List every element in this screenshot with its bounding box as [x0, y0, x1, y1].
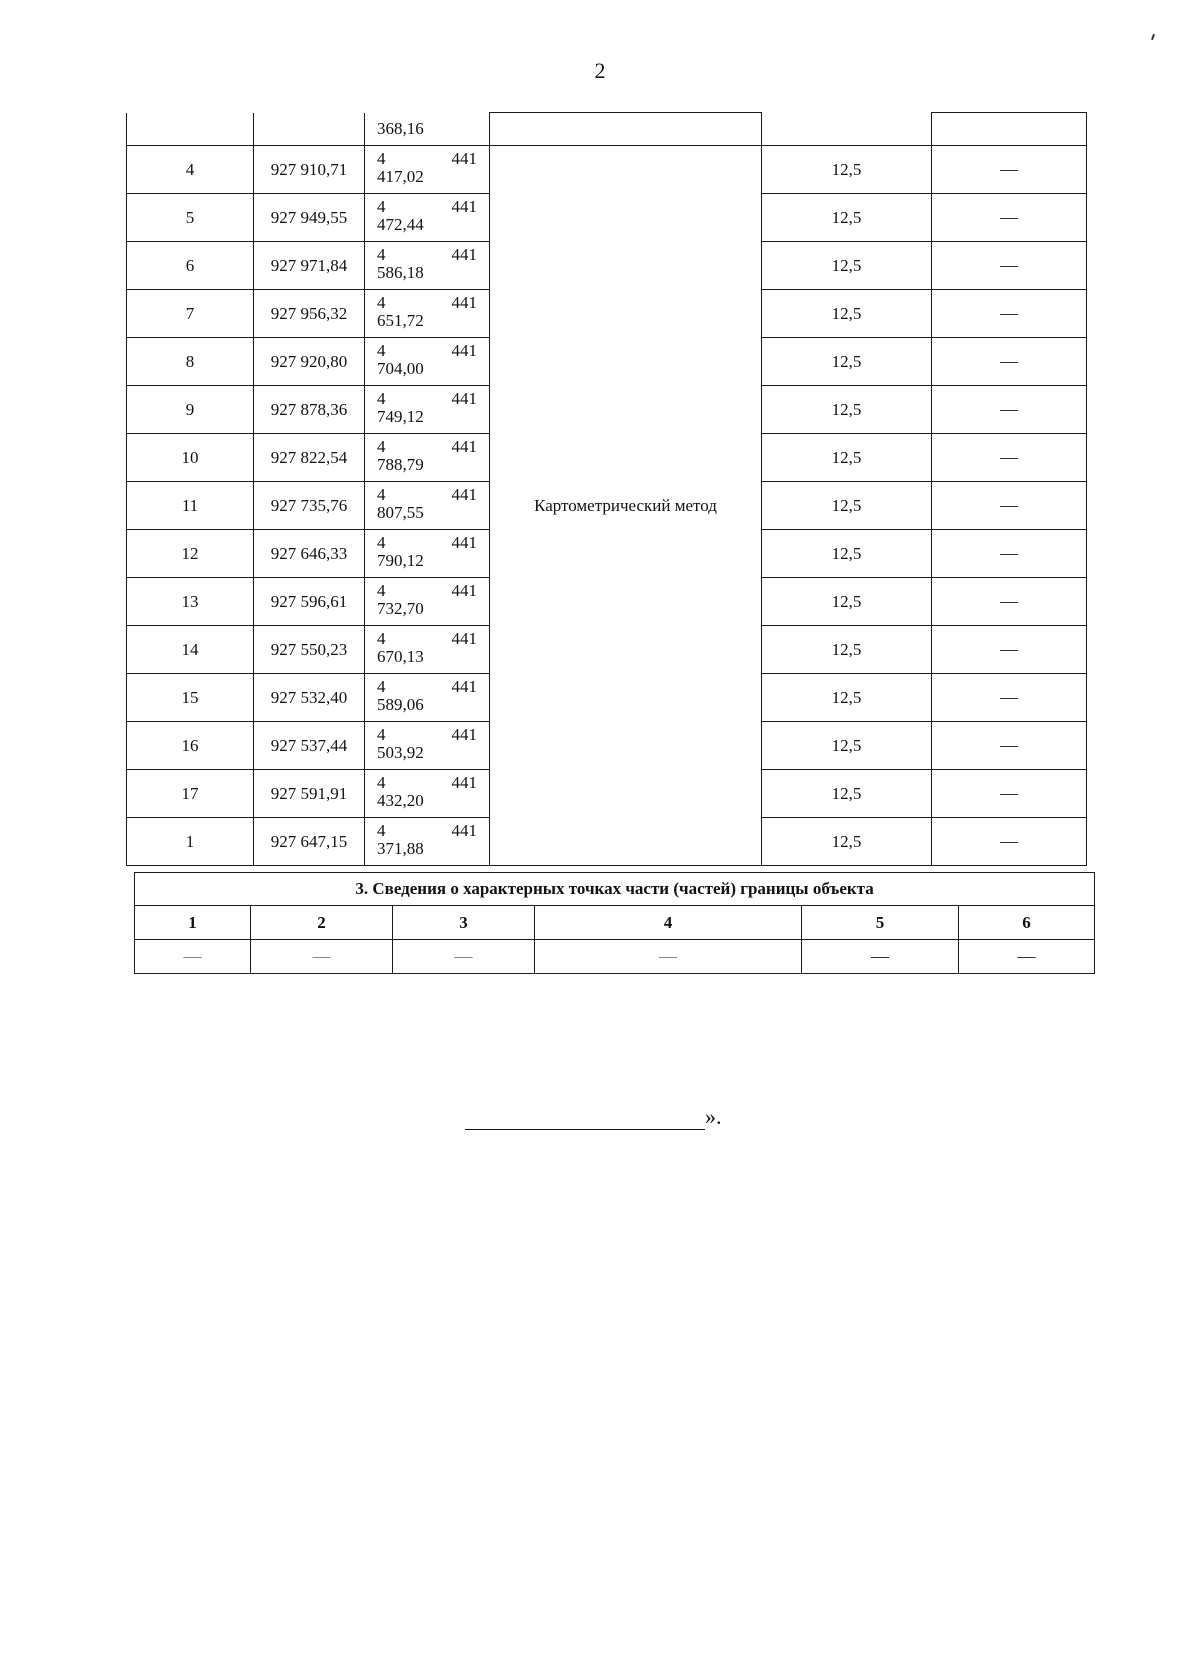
cell-point-number: 17 [127, 770, 254, 818]
cell-accuracy: 12,5 [762, 338, 932, 386]
y-integer: 4 [377, 581, 386, 600]
y-fraction: 589,06 [377, 695, 424, 714]
y-top [377, 386, 489, 408]
section3-cell-4: — [535, 940, 802, 974]
cell-note: — [932, 530, 1087, 578]
cell-accuracy: 12,5 [762, 242, 932, 290]
cell-note: — [932, 626, 1087, 674]
cell-y [365, 338, 490, 386]
cell-point-number: 14 [127, 626, 254, 674]
cell-note: — [932, 386, 1087, 434]
cell-point-number [127, 113, 254, 146]
cell-accuracy: 12,5 [762, 770, 932, 818]
y-top [377, 434, 489, 456]
cell-accuracy: 12,5 [762, 578, 932, 626]
y-integer: 4 [377, 341, 386, 360]
cell-method [490, 113, 762, 146]
cell-y [365, 770, 490, 818]
y-middle: 441 [451, 293, 477, 312]
y-top [377, 530, 489, 552]
cell-point-number: 11 [127, 482, 254, 530]
y-fraction: 807,55 [377, 503, 424, 522]
y-fraction: 790,12 [377, 551, 424, 570]
cell-y [365, 146, 490, 194]
y-integer: 4 [377, 725, 386, 744]
section3-header-4: 4 [535, 906, 802, 940]
signature-line [465, 1109, 705, 1130]
cell-accuracy [762, 113, 932, 146]
y-fraction: 472,44 [377, 215, 424, 234]
cell-note: — [932, 338, 1087, 386]
cell-note: — [932, 722, 1087, 770]
y-integer: 4 [377, 533, 386, 552]
y-middle: 441 [451, 821, 477, 840]
y-middle: 441 [451, 341, 477, 360]
y-integer: 4 [377, 197, 386, 216]
y-fraction: 670,13 [377, 647, 424, 666]
cell-y [365, 194, 490, 242]
cell-accuracy: 12,5 [762, 530, 932, 578]
cell-note: — [932, 290, 1087, 338]
cell-note: — [932, 482, 1087, 530]
cell-point-number: 10 [127, 434, 254, 482]
cell-x: 927 735,76 [254, 482, 365, 530]
page-number: 2 [594, 58, 606, 83]
cell-accuracy: 12,5 [762, 674, 932, 722]
cell-x: 927 596,61 [254, 578, 365, 626]
cell-point-number: 15 [127, 674, 254, 722]
y-top [377, 194, 489, 216]
y-middle: 441 [451, 485, 477, 504]
cell-point-number: 1 [127, 818, 254, 866]
cell-point-number: 5 [127, 194, 254, 242]
section3-header-5: 5 [802, 906, 959, 940]
y-integer: 4 [377, 245, 386, 264]
y-middle: 441 [451, 533, 477, 552]
cell-accuracy: 12,5 [762, 194, 932, 242]
cell-x: 927 591,91 [254, 770, 365, 818]
cell-note [932, 113, 1087, 146]
section3-title: 3. Сведения о характерных точках части (частей) границы объекта [135, 873, 1095, 906]
cell-y [365, 626, 490, 674]
y-middle: 441 [451, 677, 477, 696]
cell-note: — [932, 818, 1087, 866]
y-top [377, 338, 489, 360]
cell-note: — [932, 434, 1087, 482]
cell-note: — [932, 770, 1087, 818]
y-integer: 4 [377, 293, 386, 312]
y-top [377, 770, 489, 792]
cell-x [254, 113, 365, 146]
y-fraction: 371,88 [377, 839, 424, 858]
y-fraction: 417,02 [377, 167, 424, 186]
cell-y [365, 578, 490, 626]
y-middle: 441 [451, 581, 477, 600]
y-top [377, 146, 489, 168]
y-middle: 441 [451, 773, 477, 792]
continued-row [127, 113, 1087, 146]
cell-point-number: 6 [127, 242, 254, 290]
cell-x: 927 537,44 [254, 722, 365, 770]
section3-header-2: 2 [251, 906, 393, 940]
y-fraction: 749,12 [377, 407, 424, 426]
cell-accuracy: 12,5 [762, 626, 932, 674]
y-fraction: 704,00 [377, 359, 424, 378]
section3-cell-1: — [135, 940, 251, 974]
y-middle: 441 [451, 437, 477, 456]
cell-point-number: 8 [127, 338, 254, 386]
y-fraction: 651,72 [377, 311, 424, 330]
cell-accuracy: 12,5 [762, 482, 932, 530]
section3-cell-5: — [802, 940, 959, 974]
cell-x: 927 949,55 [254, 194, 365, 242]
y-middle: 441 [451, 149, 477, 168]
cell-x: 927 532,40 [254, 674, 365, 722]
section3-header-1: 1 [135, 906, 251, 940]
cell-note: — [932, 194, 1087, 242]
y-top [377, 818, 489, 840]
y-middle: 441 [451, 725, 477, 744]
y-integer: 4 [377, 821, 386, 840]
y-top [377, 722, 489, 744]
cell-x: 927 910,71 [254, 146, 365, 194]
cell-accuracy: 12,5 [762, 434, 932, 482]
cell-point-number: 12 [127, 530, 254, 578]
section3-table [134, 872, 1095, 974]
section3-cell-6: — [959, 940, 1095, 974]
cell-y [365, 386, 490, 434]
cell-accuracy: 12,5 [762, 818, 932, 866]
cell-y [365, 674, 490, 722]
y-integer: 4 [377, 389, 386, 408]
y-middle: 441 [451, 245, 477, 264]
boundary-points-table [126, 112, 1087, 866]
cell-accuracy: 12,5 [762, 386, 932, 434]
cell-x: 927 646,33 [254, 530, 365, 578]
y-fraction: 432,20 [377, 791, 424, 810]
y-integer: 4 [377, 773, 386, 792]
y-integer: 4 [377, 677, 386, 696]
cell-note: — [932, 146, 1087, 194]
section3-header-6: 6 [959, 906, 1095, 940]
cell-note: — [932, 674, 1087, 722]
cell-y [365, 113, 490, 146]
y-top [377, 482, 489, 504]
y-fraction: 368,16 [377, 118, 424, 138]
y-fraction: 788,79 [377, 455, 424, 474]
y-top [377, 578, 489, 600]
y-fraction: 586,18 [377, 263, 424, 282]
cell-accuracy: 12,5 [762, 146, 932, 194]
cell-point-number: 7 [127, 290, 254, 338]
cell-x: 927 971,84 [254, 242, 365, 290]
closing-mark [465, 1104, 722, 1130]
cell-x: 927 878,36 [254, 386, 365, 434]
cell-point-number: 16 [127, 722, 254, 770]
y-integer: 4 [377, 629, 386, 648]
cell-y [365, 434, 490, 482]
y-integer: 4 [377, 149, 386, 168]
y-integer: 4 [377, 485, 386, 504]
scan-speck [1151, 34, 1155, 40]
y-middle: 441 [451, 389, 477, 408]
closing-quote: ». [705, 1104, 722, 1129]
cell-point-number: 13 [127, 578, 254, 626]
cell-method: Картометрический метод [490, 146, 762, 866]
cell-point-number: 4 [127, 146, 254, 194]
y-top [377, 242, 489, 264]
y-integer: 4 [377, 437, 386, 456]
y-middle: 441 [451, 197, 477, 216]
y-top [377, 674, 489, 696]
cell-x: 927 647,15 [254, 818, 365, 866]
section3-cell-3: — [393, 940, 535, 974]
y-top [377, 626, 489, 648]
cell-point-number: 9 [127, 386, 254, 434]
cell-y [365, 818, 490, 866]
section3-cell-2: — [251, 940, 393, 974]
cell-note: — [932, 242, 1087, 290]
cell-x: 927 822,54 [254, 434, 365, 482]
cell-y [365, 482, 490, 530]
cell-accuracy: 12,5 [762, 290, 932, 338]
cell-note: — [932, 578, 1087, 626]
cell-y [365, 290, 490, 338]
y-top [377, 290, 489, 312]
cell-x: 927 956,32 [254, 290, 365, 338]
cell-y [365, 242, 490, 290]
section3-header-3: 3 [393, 906, 535, 940]
cell-y [365, 722, 490, 770]
cell-y [365, 530, 490, 578]
y-fraction: 732,70 [377, 599, 424, 618]
cell-x: 927 550,23 [254, 626, 365, 674]
y-fraction: 503,92 [377, 743, 424, 762]
cell-accuracy: 12,5 [762, 722, 932, 770]
y-middle: 441 [451, 629, 477, 648]
cell-x: 927 920,80 [254, 338, 365, 386]
table-row [127, 146, 1087, 194]
